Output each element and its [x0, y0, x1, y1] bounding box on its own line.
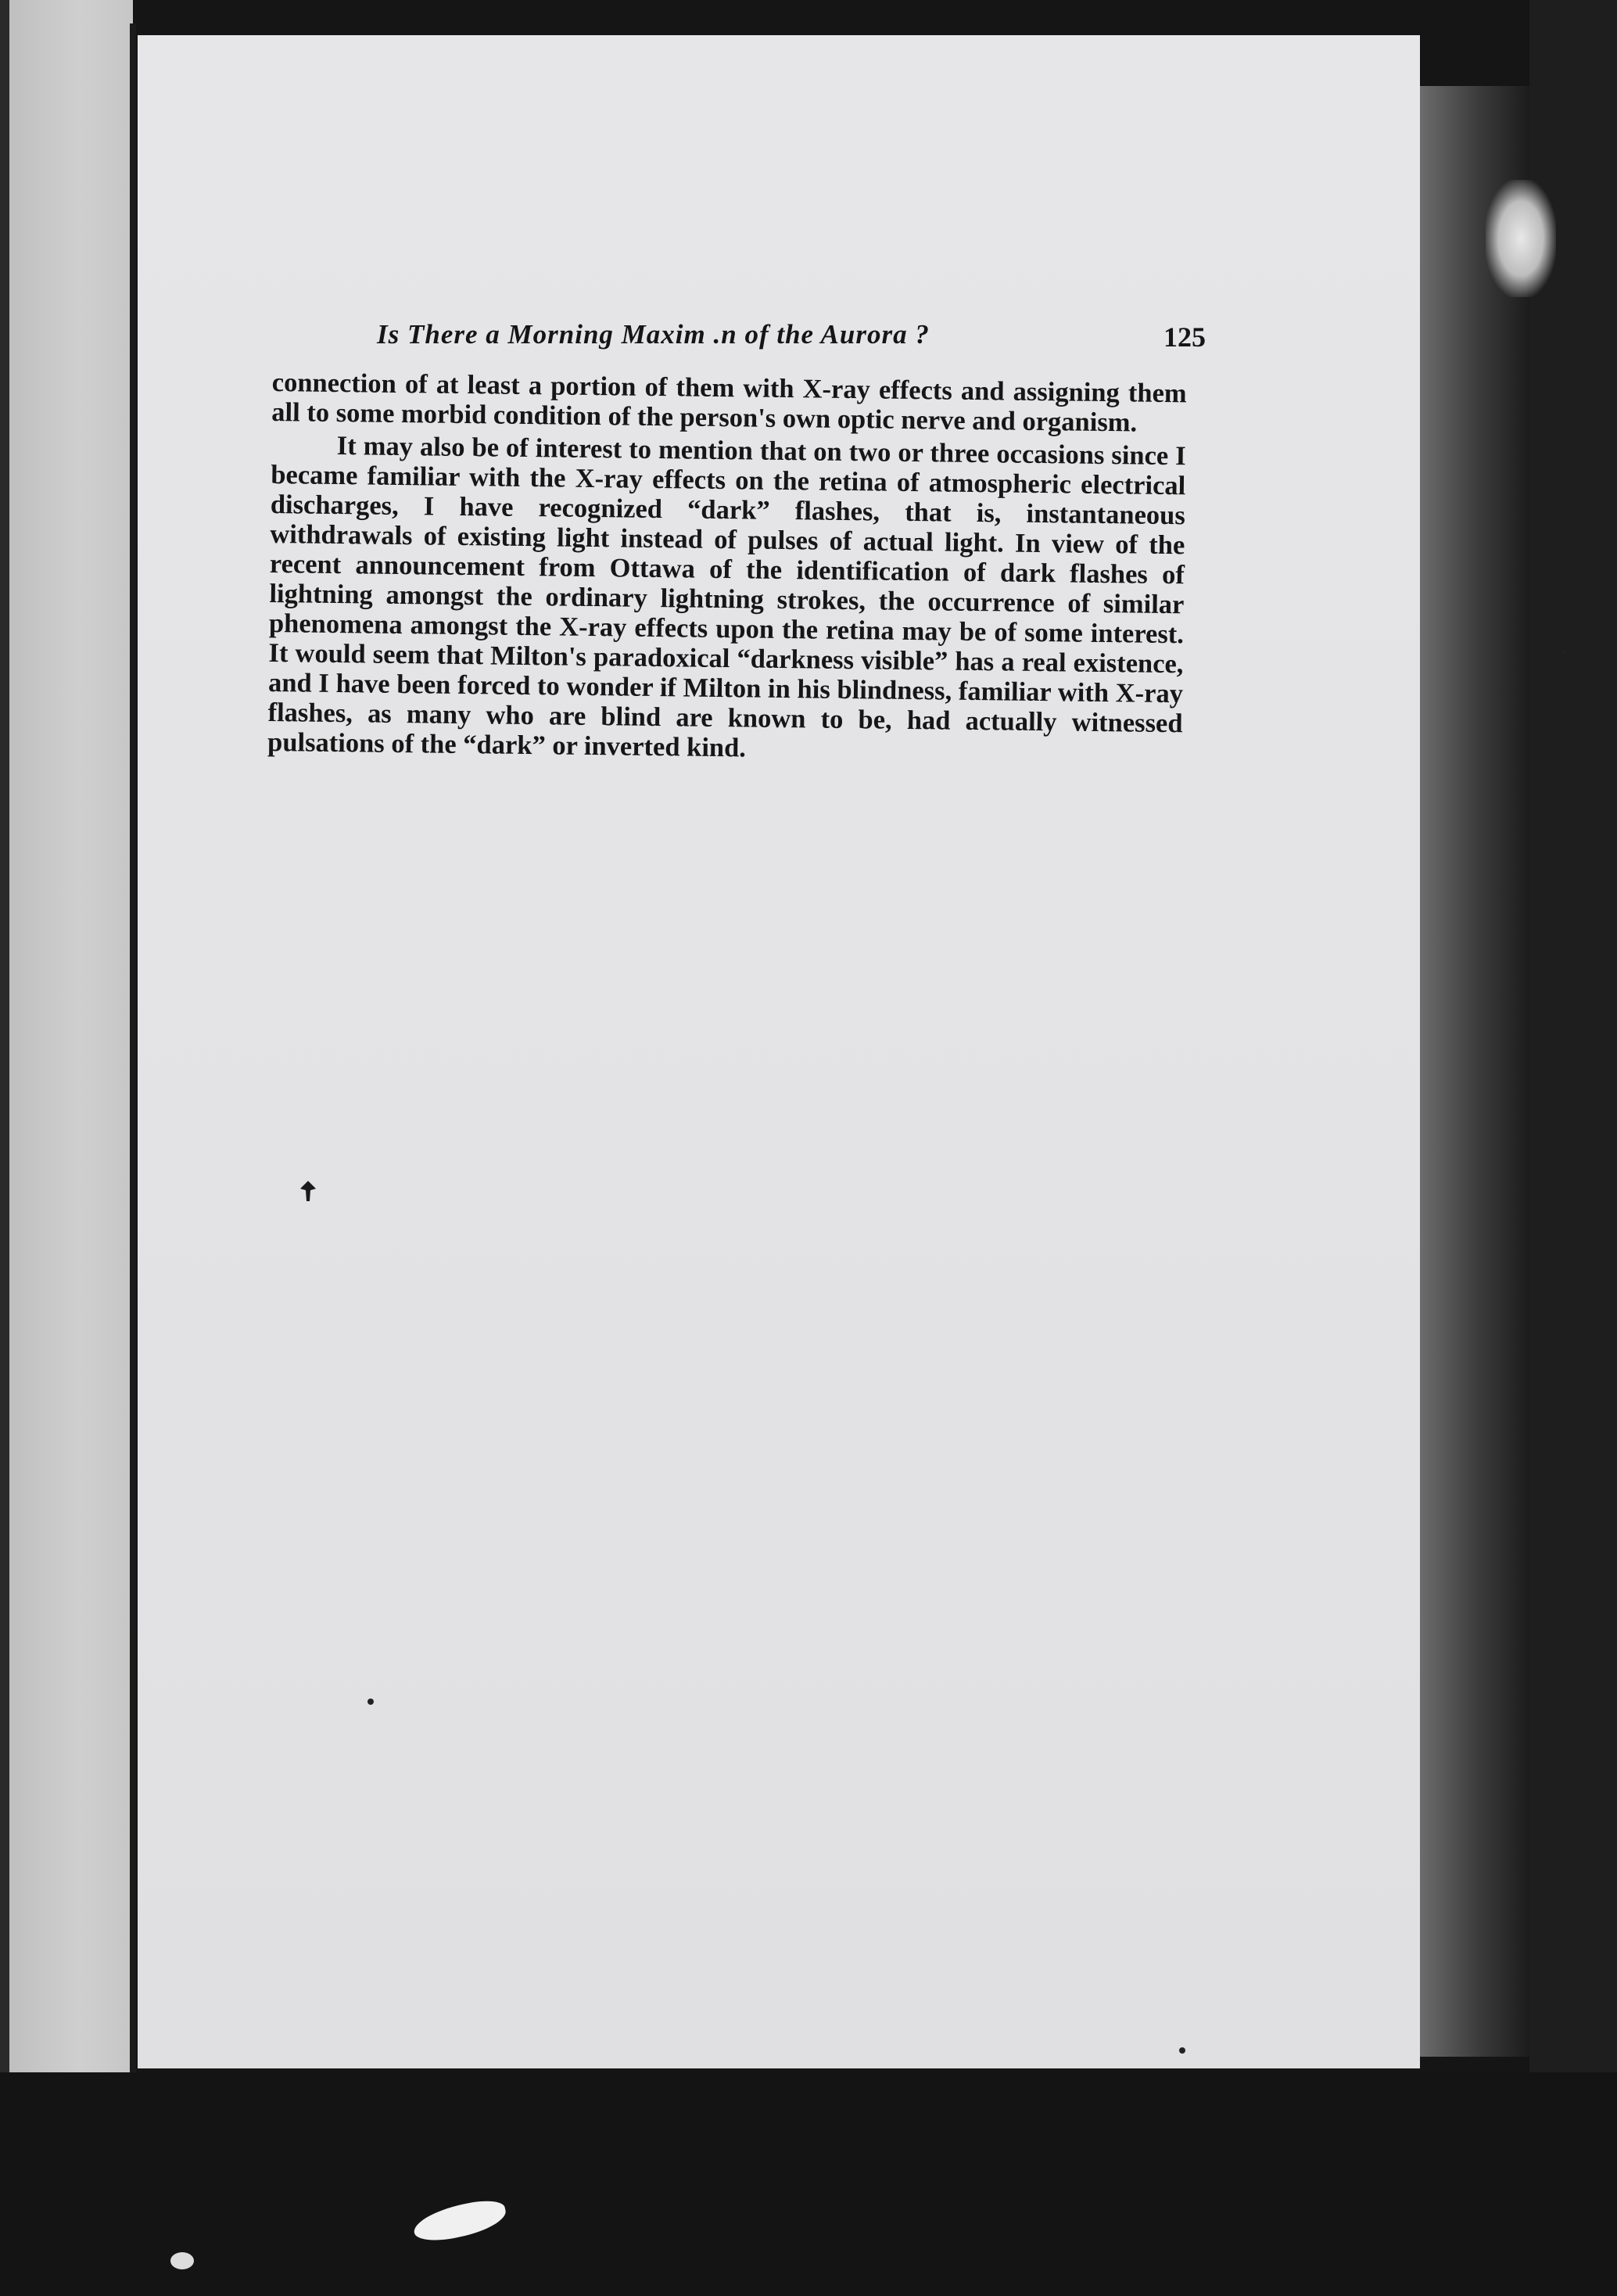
- body-text: [267, 368, 1187, 768]
- specks: [1179, 2047, 1185, 2054]
- page-edge-blot: [1486, 180, 1556, 297]
- specks: [368, 1699, 374, 1705]
- paragraph-continued: connection of at least a portion of them with X-ray effects and assigning them all to some morbid condition of the person's own optic nerve and organism.: [271, 368, 1187, 438]
- previous-page-edge: [0, 0, 133, 2080]
- paragraph: It may also be of interest to mention that on two or three occasions since I became familiar with the X-ray effects on the retina of atmospheric electrical discharges, I have recognized “dark” flashes, that is, instantaneous withdrawals of existing light instead of pulses of actual light. In view of the recent announcement from Ottawa of the identification of dark flashes of lightning amongst the ordinary lightning strokes, the occurrence of similar phenomena amongst the X-ray effects upon the retina may be of some interest. It would seem that Milton's paradoxical “darkness visible” has a real existence, and I have been forced to wonder if Milton in his blindness, familiar with X-ray flashes, as many who are blind are known to be, had actually witnessed pulsations of the “dark” or inverted kind.: [267, 431, 1186, 763]
- book-gutter-line: [130, 23, 136, 2072]
- page-header: [377, 313, 1206, 368]
- scan-smudge: [170, 2252, 194, 2269]
- running-title: Is There a Morning Maxim .n of the Aurora ?: [377, 319, 930, 350]
- scan-bottom-border: [0, 2072, 1617, 2296]
- ink-mark-icon: [299, 1181, 317, 1201]
- specks: [1562, 651, 1566, 655]
- page-right-shadow: [1420, 86, 1529, 2057]
- scan-right-border: [1529, 0, 1617, 2296]
- scan-left-border: [0, 0, 9, 2296]
- page-number: 125: [1163, 321, 1206, 353]
